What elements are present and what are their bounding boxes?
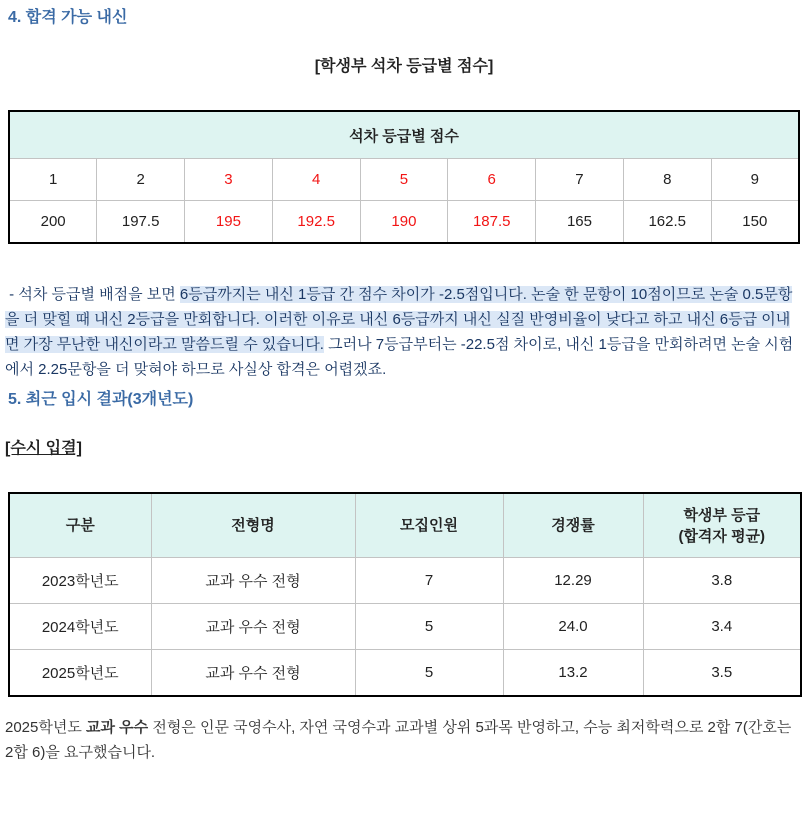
cell-year: 2024학년도 (9, 604, 151, 650)
cell-competition: 24.0 (503, 604, 643, 650)
grade-cell: 9 (711, 159, 799, 201)
cell-gpa: 3.8 (643, 558, 801, 604)
header-cell-quota: 모집인원 (355, 493, 503, 558)
section4-paragraph (5, 282, 803, 382)
score-cell: 197.5 (97, 201, 185, 244)
admission-results-table (8, 492, 802, 697)
paragraph-text: 그러나 7등급부터는 -22.5점 차이로, 내신 1등급을 만회하려면 논술 시험에서 2.25문항을 더 맞혀야 하므로 사실상 합격은 어렵겠죠. (5, 336, 794, 378)
score-cell: 192.5 (272, 201, 360, 244)
grade-cell: 2 (97, 159, 185, 201)
cell-year: 2023학년도 (9, 558, 151, 604)
footnote-bold-text: 교과 우수 (86, 719, 149, 736)
results-row-2025 (9, 650, 801, 697)
cell-quota: 5 (355, 604, 503, 650)
score-table-title-row (9, 111, 799, 159)
susi-results-label: [수시 입결] (5, 440, 82, 457)
section5-heading: 5. 최근 입시 결과(3개년도) (8, 391, 194, 408)
paragraph-highlighted-text: 6등급까지는 내신 1등급 간 점수 차이가 -2.5점입니다. 논술 한 문항이 10점이므로 논술 0.5문항을 더 맞힐 때 내신 2등급을 만회합니다. 이러한 이유로 내신 6등급까지 내신 실질 반영비율이 낮다고 하고 내신 6등급 이내면 가장 무난한 내신이라고 말씀드릴 수 있습니다. (5, 286, 793, 353)
footnote-text: 2025학년도 (5, 719, 87, 736)
score-cell: 190 (360, 201, 448, 244)
score-table-caption: [학생부 석차 등급별 점수] (314, 58, 494, 75)
cell-admission-type: 교과 우수 전형 (151, 558, 355, 604)
footnote-text: 전형은 인문 국영수사, 자연 국영수과 교과별 상위 5과목 반영하고, 수능 최저학력으로 2합 7(간호는 2합 6)을 요구했습니다. (5, 719, 796, 761)
grade-cell: 1 (9, 159, 97, 201)
results-row-2024 (9, 604, 801, 650)
header-cell-admission-type: 전형명 (151, 493, 355, 558)
score-table-title: 석차 등급별 점수 (9, 111, 799, 159)
page (0, 8, 808, 816)
score-cell: 150 (711, 201, 799, 244)
paragraph-text: - 석차 등급별 배점을 보면 (5, 286, 180, 303)
results-row-2023 (9, 558, 801, 604)
cell-admission-type: 교과 우수 전형 (151, 650, 355, 697)
cell-competition: 13.2 (503, 650, 643, 697)
grade-cell: 4 (272, 159, 360, 201)
grade-cell: 7 (536, 159, 624, 201)
grade-cell: 8 (623, 159, 711, 201)
header-cell-gpa (643, 493, 801, 558)
cell-gpa: 3.4 (643, 604, 801, 650)
grade-cell: 3 (185, 159, 273, 201)
header-cell-category: 구분 (9, 493, 151, 558)
score-cell: 187.5 (448, 201, 536, 244)
score-table-grade-row (9, 159, 799, 201)
score-cell: 165 (536, 201, 624, 244)
cell-quota: 5 (355, 650, 503, 697)
header-gpa-line2: (합격자 평균) (678, 527, 766, 545)
cell-gpa: 3.5 (643, 650, 801, 697)
grade-cell: 6 (448, 159, 536, 201)
header-gpa-line1: 학생부 등급 (683, 506, 761, 524)
score-table-score-row (9, 201, 799, 244)
header-cell-competition: 경쟁률 (503, 493, 643, 558)
cell-quota: 7 (355, 558, 503, 604)
cell-admission-type: 교과 우수 전형 (151, 604, 355, 650)
cell-year: 2025학년도 (9, 650, 151, 697)
score-cell: 195 (185, 201, 273, 244)
section4-heading: 4. 합격 가능 내신 (8, 9, 128, 26)
grade-cell: 5 (360, 159, 448, 201)
score-table (8, 110, 800, 244)
score-cell: 200 (9, 201, 97, 244)
section5-footnote (5, 715, 803, 765)
score-cell: 162.5 (623, 201, 711, 244)
results-table-header-row (9, 493, 801, 558)
cell-competition: 12.29 (503, 558, 643, 604)
